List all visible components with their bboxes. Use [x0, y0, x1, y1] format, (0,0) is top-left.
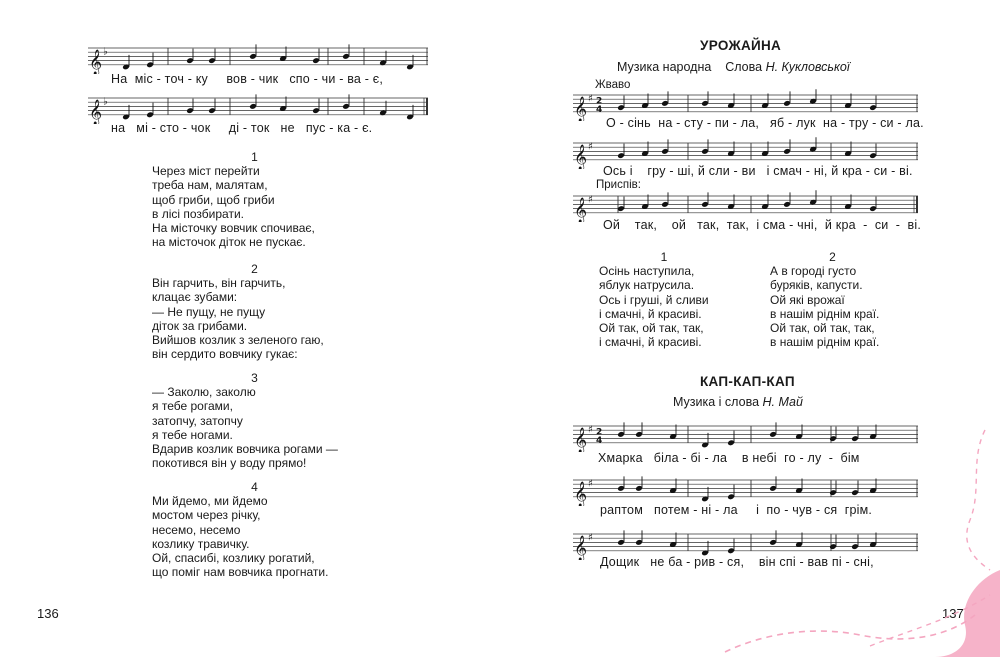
verse-line: Ой так, ой так, так,	[770, 321, 875, 336]
verse-line: і смачні, й красиві.	[599, 306, 702, 321]
treble-clef-icon: 𝄞	[89, 99, 103, 124]
key-signature-icon: ♭	[103, 96, 108, 108]
verse-line: в нашім ріднім краї.	[770, 306, 880, 321]
tempo-marking: Жваво	[595, 79, 631, 91]
verse-line: клацає зубами:	[152, 290, 238, 305]
verse-line: в лісі позбирати.	[152, 206, 244, 221]
page-number: 136	[37, 606, 59, 621]
song-title: УРОЖАЙНА	[700, 38, 782, 53]
verse	[152, 371, 357, 470]
treble-clef-icon: 𝄞	[89, 49, 103, 74]
credit-author: Н. Май	[762, 395, 803, 409]
page-number: 137	[942, 606, 964, 621]
time-signature-icon: 4	[596, 104, 603, 115]
treble-clef-icon: 𝄞	[574, 535, 588, 560]
verse-line: я тебе рогами,	[152, 399, 233, 414]
verse-number: 1	[660, 250, 668, 264]
verse-line: козлику травичку.	[152, 536, 250, 551]
credit-label: Музика народна Слова	[617, 60, 766, 74]
song-credits	[617, 60, 850, 74]
verse-line: — Заколю, заколю	[152, 385, 256, 400]
verse-line: і смачні, й красиві.	[599, 335, 702, 350]
verse-line: він сердито вовчику гукає:	[152, 347, 298, 362]
time-signature-icon: 4	[596, 435, 603, 446]
verse-line: — Не пущу, не пущу	[152, 304, 266, 319]
verse	[770, 250, 895, 349]
treble-clef-icon: 𝄞	[574, 197, 588, 222]
verse	[152, 480, 357, 579]
key-signature-icon: ♯	[588, 532, 593, 544]
verse-line: Через міст перейти	[152, 164, 260, 179]
verse-line: покотився він у воду прямо!	[152, 456, 307, 471]
song-lyrics-line: Ось і гру - ші, й сли - ви і смач - ні, й кра - си - ві.	[603, 164, 913, 178]
verse-line: щоб гриби, щоб гриби	[152, 192, 275, 207]
verse-number: 3	[251, 371, 258, 385]
key-signature-icon: ♯	[588, 194, 593, 206]
verse-line: діток за грибами.	[152, 318, 248, 333]
verse-line: Ми йдемо, ми йдемо	[152, 494, 268, 509]
key-signature-icon: ♯	[588, 424, 593, 436]
verse-line: яблук натрусила.	[599, 278, 695, 293]
verse-number: 1	[251, 150, 258, 164]
song-credits	[673, 395, 803, 409]
song-lyrics-line: На міс - точ - ку вов - чик спо - чи - ва - є,	[111, 72, 384, 86]
credit-label: Музика і слова	[673, 395, 763, 409]
verse-line: мостом через річку,	[152, 508, 261, 523]
verse-line: Осінь наступила,	[599, 264, 695, 279]
decorative-blob	[935, 570, 1000, 657]
time-signature-icon: 2	[596, 96, 603, 107]
refrain-label: Приспів:	[596, 179, 641, 191]
song-lyrics-line: на мі - сто - чок ді - ток не пус - ка - є.	[111, 121, 373, 135]
verse	[599, 250, 729, 349]
song-title: КАП-КАП-КАП	[700, 374, 795, 389]
verse-line: на місточок діток не пускає.	[152, 235, 306, 250]
time-signature-icon: 2	[596, 427, 603, 438]
verse-line: Він гарчить, він гарчить,	[152, 276, 286, 291]
verse-line: Вийшов козлик з зеленого гаю,	[152, 333, 324, 348]
verse-number: 2	[251, 262, 258, 276]
treble-clef-icon: 𝄞	[574, 96, 588, 121]
treble-clef-icon: 𝄞	[574, 481, 588, 506]
verse-line: що поміг нам вовчика прогнати.	[152, 565, 329, 580]
verse	[152, 150, 357, 249]
song-lyrics-line: О - сінь на - сту - пи - ла, яб - лук на - тру - си - ла.	[606, 116, 924, 130]
treble-clef-icon: 𝄞	[574, 144, 588, 169]
song-lyrics-line: Ой так, ой так, так, і сма - чні, й кра - си - ві.	[603, 218, 921, 232]
song-lyrics-line: Дощик не ба - рив - ся, він спі - вав пі - сні,	[600, 555, 874, 569]
treble-clef-icon: 𝄞	[574, 427, 588, 452]
decorative-dashed-curve	[967, 430, 990, 570]
key-signature-icon: ♭	[103, 46, 108, 58]
verse-number: 2	[829, 250, 836, 264]
song-lyrics-line: Хмарка біла - бі - ла в небі го - лу - бім	[598, 451, 860, 465]
verse-line: Ой які врожаї	[770, 292, 845, 307]
verse-line: затопчу, затопчу	[152, 413, 243, 428]
verse-line: Вдарив козлик вовчика рогами —	[152, 442, 338, 457]
verse-line: Ось і груші, й сливи	[599, 292, 709, 307]
decorative-swirl	[720, 420, 1000, 657]
key-signature-icon: ♯	[588, 141, 593, 153]
verse-line: Ой, спасибі, козлику рогатий,	[152, 551, 315, 566]
verse-line: Ой так, ой так, так,	[599, 321, 704, 336]
verse-line: треба нам, малятам,	[152, 178, 268, 193]
verse-number: 4	[251, 480, 258, 494]
verse-line: А в городі густо	[770, 264, 857, 279]
key-signature-icon: ♯	[588, 93, 593, 105]
verse	[152, 262, 357, 361]
song-lyrics-line: раптом потем - ні - ла і по - чув - ся грім.	[600, 503, 873, 517]
verse-line: На місточку вовчик спочиває,	[152, 221, 315, 236]
verse-line: буряків, капусти.	[770, 278, 863, 293]
credit-author: Н. Кукловської	[765, 60, 850, 74]
key-signature-icon: ♯	[588, 478, 593, 490]
verse-line: я тебе ногами.	[152, 427, 233, 442]
verse-line: в нашім ріднім краї.	[770, 335, 880, 350]
music-staff	[88, 42, 428, 74]
music-staff	[88, 92, 428, 124]
verse-line: несемо, несемо	[152, 522, 241, 537]
